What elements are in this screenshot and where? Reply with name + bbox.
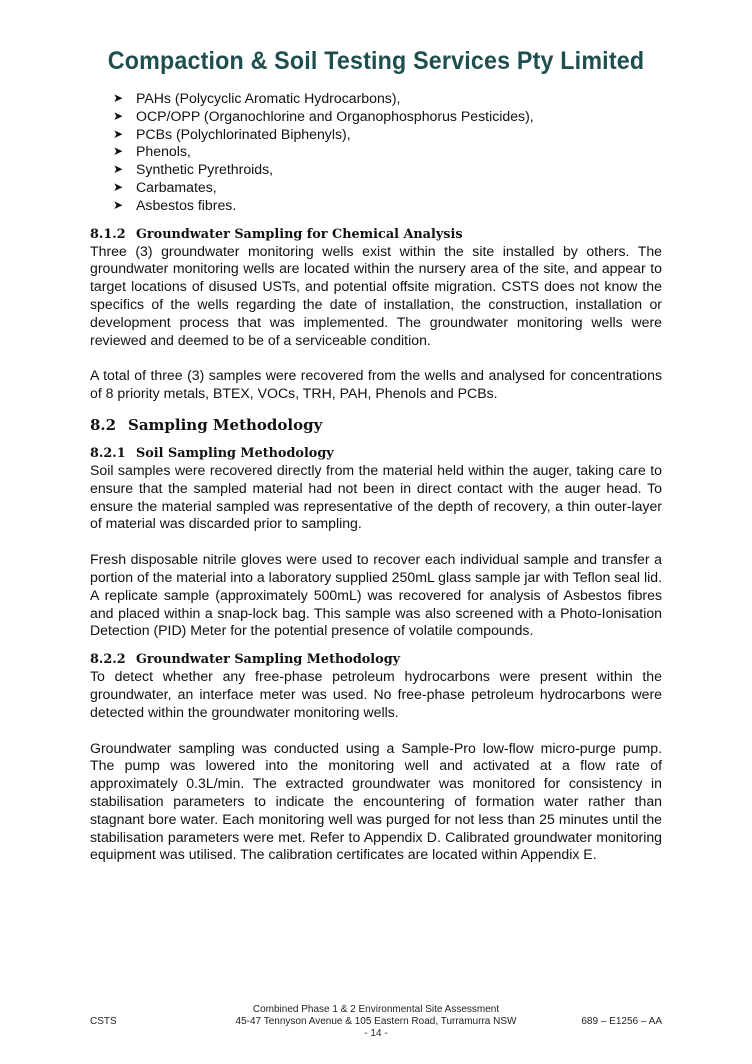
arrow-bullet-icon: ➤	[113, 91, 124, 105]
list-item: ➤ Synthetic Pyrethroids,	[113, 161, 274, 178]
company-header: Compaction & Soil Testing Services Pty Limited	[107, 47, 645, 75]
page-number: - 14 -	[364, 1028, 388, 1039]
arrow-bullet-icon: ➤	[113, 126, 124, 141]
list-item: ➤ OCP/OPP (Organochlorine and Organophosphorus Pesticides),	[113, 107, 534, 124]
footer-reference: 689 – E1256 – AA	[581, 1016, 662, 1027]
analyte-list	[90, 90, 662, 215]
arrow-bullet-icon: ➤	[113, 162, 124, 177]
section-heading-8-2: 8.2 Sampling Methodology	[90, 415, 323, 434]
arrow-bullet-icon: ➤	[113, 144, 124, 159]
paragraph: Fresh disposable nitrile gloves were used to recover each individual sample and transfer a portion of the material into a laboratory supplied 250mL glass sample jar with Teflon seal lid. A replicate sample (approximately 500mL) was recovered for analysis of Asbestos fibres and placed within a snap-lock bag. This sample was also screened with a Photo-Ionisation Detection (PID) Meter for the potential presence of volatile compounds.	[90, 551, 662, 639]
footer-doc-title: Combined Phase 1 & 2 Environmental Site Assessment	[252, 1004, 500, 1015]
section-heading-8-1-2: 8.1.2 Groundwater Sampling for Chemical Analysis	[90, 226, 463, 242]
list-item: ➤ PCBs (Polychlorinated Biphenyls),	[113, 125, 351, 142]
paragraph: A total of three (3) samples were recovered from the wells and analysed for concentrations of 8 priority metals, BTEX, VOCs, TRH, PAH, Phenols and PCBs.	[90, 367, 662, 402]
paragraph: Three (3) groundwater monitoring wells exist within the site installed by others. The groundwater monitoring wells are located within the nursery area of the site, and appear to target locations of disused USTs, and potential offsite migration. CSTS does not know the specifics of the wells regarding the date of installation, the construction, installation or development process that was implemented. The groundwater monitoring wells were reviewed and deemed to be of a serviceable condition.	[90, 242, 662, 348]
list-item: ➤ Carbamates,	[113, 178, 217, 195]
arrow-bullet-icon: ➤	[113, 179, 124, 194]
footer-address: 45-47 Tennyson Avenue & 105 Eastern Road, Turramurra NSW	[235, 1016, 517, 1027]
footer-company: CSTS	[90, 1016, 117, 1027]
list-item: ➤ Asbestos fibres.	[113, 196, 237, 213]
section-heading-8-2-2: 8.2.2 Groundwater Sampling Methodology	[90, 652, 401, 668]
document-body	[90, 90, 662, 864]
paragraph: Soil samples were recovered directly from the material held within the auger, taking care to ensure that the sampled material had not been in direct contact with the auger head. To ensure the material sampled was representative of the depth of recovery, a thin outer-layer of material was discarded prior to sampling.	[90, 461, 662, 532]
list-item: ➤ Phenols,	[113, 143, 191, 160]
paragraph: To detect whether any free-phase petroleum hydrocarbons were present within the groundwater, an interface meter was used. No free-phase petroleum hydrocarbons were detected within the groundwater monitoring wells.	[90, 668, 662, 720]
section-heading-8-2-1: 8.2.1 Soil Sampling Methodology	[90, 445, 334, 461]
arrow-bullet-icon: ➤	[113, 197, 124, 212]
page-footer	[90, 1004, 662, 1040]
arrow-bullet-icon: ➤	[113, 108, 124, 123]
paragraph: Groundwater sampling was conducted using a Sample-Pro low-flow micro-purge pump. The pump was lowered into the monitoring well and activated at a flow rate of approximately 0.3L/min. The extracted groundwater was monitored for consistency in stabilisation parameters to indicate the encountering of formation water rather than stagnant bore water. Each monitoring well was purged for not less than 25 minutes until the stabilisation parameters were met. Refer to Appendix D. Calibrated groundwater monitoring equipment was utilised. The calibration certificates are located within Appendix E.	[90, 739, 662, 863]
list-item: ➤ PAHs (Polycyclic Aromatic Hydrocarbons),	[113, 90, 401, 106]
